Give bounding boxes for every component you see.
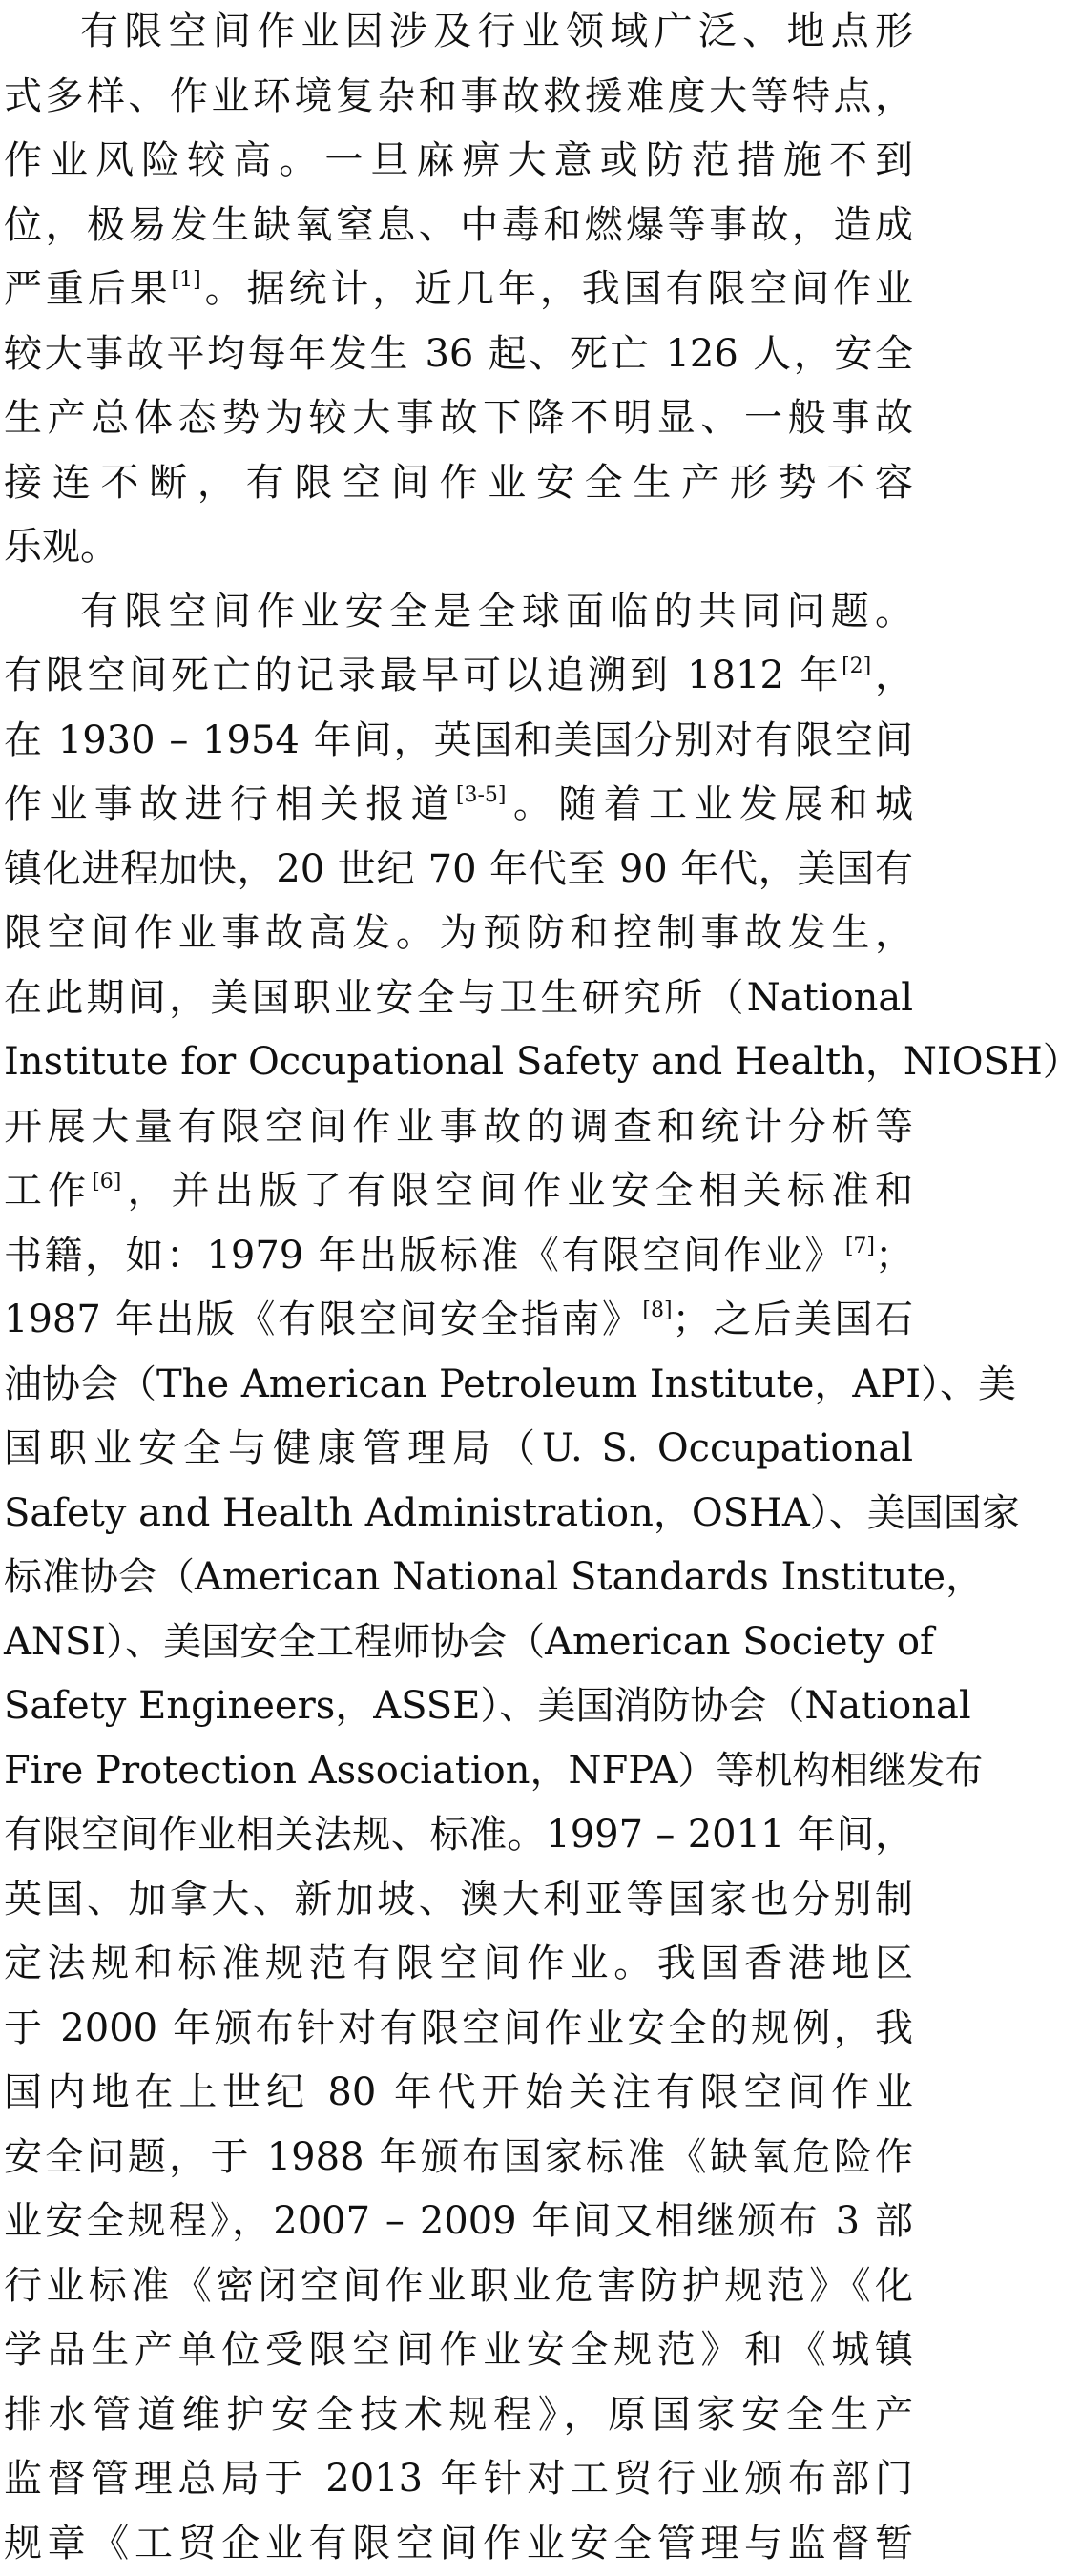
text-line: 业安全规程》，2007 – 2009 年间又相继颁布 3 部	[4, 2190, 913, 2254]
text-line: 开展大量有限空间作业事故的调查和统计分析等	[4, 1095, 913, 1160]
text-line: 生产总体态势为较大事故下降不明显、一般事故	[4, 386, 913, 451]
text-line: 式多样、作业环境复杂和事故救援难度大等特点，	[4, 65, 913, 130]
text-line: 于 2000 年颁布针对有限空间作业安全的规例，我	[4, 1997, 913, 2062]
paragraph-1	[4, 0, 913, 580]
text-line: 镇化进程加快，20 世纪 70 年代至 90 年代，美国有	[4, 838, 913, 903]
text-line: Institute for Occupational Safety and Health，NIOSH）	[4, 1030, 913, 1095]
text-line: 乐观。	[4, 515, 913, 580]
text-line: ANSI）、美国安全工程师协会（American Society of	[4, 1610, 913, 1675]
text-line: 限空间作业事故高发。为预防和控制事故发生，	[4, 902, 913, 966]
citation-ref: [8]	[642, 1298, 672, 1322]
citation-ref: [3-5]	[456, 783, 507, 807]
text-line: 作业风险较高。一旦麻痹大意或防范措施不到	[4, 129, 913, 194]
text-line: 行业标准《密闭空间作业职业危害防护规范》《化	[4, 2254, 913, 2319]
citation-ref: [6]	[92, 1170, 121, 1194]
text-line: 有限空间作业相关法规、标准。1997 – 2011 年间，	[4, 1803, 913, 1868]
text-line: 国内地在上世纪 80 年代开始关注有限空间作业	[4, 2061, 913, 2126]
citation-ref: [2]	[842, 654, 871, 678]
text-line: 作业事故进行相关报道[3-5]。随着工业发展和城	[4, 773, 913, 838]
text-line: 较大事故平均每年发生 36 起、死亡 126 人，安全	[4, 322, 913, 387]
text-line: 有限空间死亡的记录最早可以追溯到 1812 年[2]，	[4, 644, 913, 709]
text-line: 排水管道维护安全技术规程》，原国家安全生产	[4, 2383, 913, 2448]
text-line: 工作[6]，并出版了有限空间作业安全相关标准和	[4, 1159, 913, 1224]
text-line: 安全问题，于 1988 年颁布国家标准《缺氧危险作	[4, 2126, 913, 2191]
text-line: 标准协会（American National Standards Institute，	[4, 1546, 913, 1610]
text-line: 有限空间作业安全是全球面临的共同问题。	[4, 580, 913, 645]
text-line: 在 1930 – 1954 年间，英国和美国分别对有限空间	[4, 709, 913, 774]
text-line: 1987 年出版《有限空间安全指南》[8]；之后美国石	[4, 1288, 913, 1353]
paragraph-2	[4, 580, 913, 2576]
citation-ref: [1]	[172, 268, 201, 292]
text-line: 学品生产单位受限空间作业安全规范》和《城镇	[4, 2318, 913, 2383]
text-line: 规章《工贸企业有限空间作业安全管理与监督暂	[4, 2512, 913, 2576]
text-line: 有限空间作业因涉及行业领域广泛、地点形	[4, 0, 913, 65]
text-line: 监督管理总局于 2013 年针对工贸行业颁布部门	[4, 2447, 913, 2512]
text-line: 严重后果[1]。据统计，近几年，我国有限空间作业	[4, 258, 913, 322]
text-line: 接连不断，有限空间作业安全生产形势不容	[4, 451, 913, 516]
text-line: Safety and Health Administration，OSHA）、美国国家	[4, 1482, 913, 1547]
text-line: 书籍，如：1979 年出版标准《有限空间作业》[7]；	[4, 1224, 913, 1289]
text-line: Safety Engineers，ASSE）、美国消防协会（National	[4, 1674, 913, 1739]
citation-ref: [7]	[845, 1235, 875, 1258]
text-line: 定法规和标准规范有限空间作业。我国香港地区	[4, 1932, 913, 1997]
text-line: 在此期间，美国职业安全与卫生研究所（National	[4, 966, 913, 1031]
text-line: 油协会（The American Petroleum Institute，API）、美	[4, 1353, 913, 1418]
text-line: 英国、加拿大、新加坡、澳大利亚等国家也分别制	[4, 1868, 913, 1933]
text-line: 国职业安全与健康管理局（U. S. Occupational	[4, 1417, 913, 1482]
text-line: 位，极易发生缺氧窒息、中毒和燃爆等事故，造成	[4, 194, 913, 259]
text-line: Fire Protection Association，NFPA）等机构相继发布	[4, 1739, 913, 1804]
